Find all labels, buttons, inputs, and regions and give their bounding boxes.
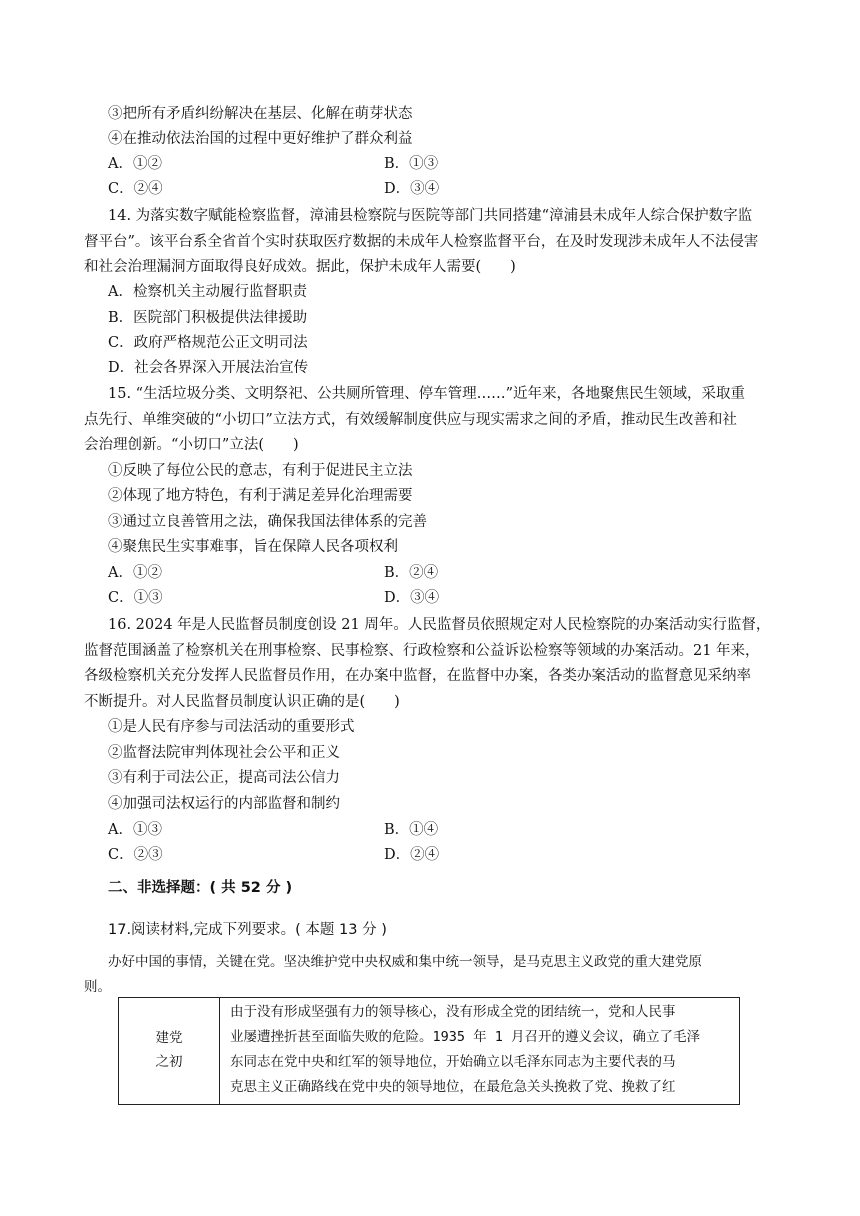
q17-title: 17.阅读材料,完成下列要求。( 本题 13 分 ) (108, 922, 387, 938)
q16-option-b[interactable]: B．①④ (384, 822, 439, 838)
content-line-3: 东同志在党中央和红军的领导地位，开始确立以毛泽东同志为主要代表的马 (230, 1054, 676, 1070)
q16-statement-1: ①是人民有序参与司法活动的重要形式 (108, 719, 355, 735)
q15-option-b[interactable]: B．②④ (384, 565, 439, 581)
q16-stem-line-3: 各级检察机关充分发挥人民监督员作用，在办案中监督，在监督中办案，各类办案活动的监督意见采纳率 (84, 668, 751, 684)
q14-option-c[interactable]: C．政府严格规范公正文明司法 (108, 335, 308, 351)
q14-stem-line-2: 督平台”。该平台系全省首个实时获取医疗数据的未成年人检察监督平台，在及时发现涉未成年人不法侵害 (84, 234, 759, 250)
q17-material-line-1: 办好中国的事情，关键在党。坚决维护党中央权威和集中统一领导，是马克思主义政党的重大建党原 (108, 954, 702, 970)
q17-material-table (118, 997, 740, 1105)
q16-option-d[interactable]: D．②④ (384, 847, 440, 863)
q13-option-b[interactable]: B．①③ (384, 156, 439, 172)
q15-statement-4: ④聚焦民生实事难事，旨在保障人民各项权利 (108, 539, 398, 555)
q13-option-a[interactable]: A．①② (108, 156, 162, 172)
q14-option-b[interactable]: B．医院部门积极提供法律援助 (108, 310, 308, 326)
q17-material-line-2: 则。 (84, 979, 111, 995)
q15-option-c[interactable]: C．①③ (108, 590, 163, 606)
q13-statement-3: ③把所有矛盾纠纷解决在基层、化解在萌芽状态 (108, 106, 413, 122)
q14-stem-line-3: 和社会治理漏洞方面取得良好成效。据此，保护未成年人需要( ) (84, 259, 516, 275)
q14-stem-line-1: 14. 为落实数字赋能检察监督，漳浦县检察院与医院等部门共同搭建“漳浦县未成年人综合保护数字监 (108, 208, 753, 224)
q16-statement-4: ④加强司法权运行的内部监督和制约 (108, 796, 340, 812)
row-label-line-2: 之初 (155, 1054, 183, 1070)
q15-option-a[interactable]: A．①② (108, 565, 162, 581)
q15-stem-line-3: 会治理创新。“小切口”立法( ) (84, 437, 299, 453)
content-line-4: 克思主义正确路线在党中央的领导地位，在最危急关头挽救了党、挽救了红 (230, 1079, 676, 1095)
q13-option-d[interactable]: D．③④ (384, 181, 440, 197)
q13-statement-4: ④在推动依法治国的过程中更好维护了群众利益 (108, 131, 413, 147)
q14-option-a[interactable]: A．检察机关主动履行监督职责 (108, 284, 307, 300)
q15-statement-3: ③通过立良善管用之法，确保我国法律体系的完善 (108, 514, 427, 530)
q16-option-a[interactable]: A．①③ (108, 822, 162, 838)
q15-stem-line-2: 点先行、单维突破的“小切口”立法方式，有效缓解制度供应与现实需求之间的矛盾，推动民生改善和社 (84, 412, 737, 428)
table-row-label (119, 998, 220, 1105)
q16-statement-2: ②监督法院审判体现社会公平和正义 (108, 745, 340, 761)
content-line-1: 由于没有形成坚强有力的领导核心，没有形成全党的团结统一，党和人民事 (230, 1004, 676, 1020)
content-line-2: 业屡遭挫折甚至面临失败的危险。1935 年 1 月召开的遵义会议，确立了毛泽 (230, 1029, 701, 1045)
section-heading: 二、非选择题：( 共 52 分 ) (108, 880, 293, 896)
q16-stem-line-1: 16. 2024 年是人民监督员制度创设 21 周年。人民监督员依照规定对人民检察院的办案活动实行监督， (108, 617, 771, 633)
q16-stem-line-4: 不断提升。对人民监督员制度认识正确的是( ) (84, 694, 400, 710)
q16-stem-line-2: 监督范围涵盖了检察机关在刑事检察、民事检察、行政检察和公益诉讼检察等领域的办案活动。21 年来， (84, 643, 760, 659)
q13-option-c[interactable]: C．②④ (108, 181, 163, 197)
table-row-content (220, 998, 740, 1105)
q16-option-c[interactable]: C．②③ (108, 847, 163, 863)
q15-option-d[interactable]: D．③④ (384, 590, 440, 606)
q16-statement-3: ③有利于司法公正，提高司法公信力 (108, 770, 340, 786)
table-row (119, 998, 740, 1105)
q15-statement-2: ②体现了地方特色，有利于满足差异化治理需要 (108, 488, 413, 504)
q15-stem-line-1: 15. “生活垃圾分类、文明祭祀、公共厕所管理、停车管理……”近年来，各地聚焦民生领域，采取重 (108, 386, 745, 402)
q15-statement-1: ①反映了每位公民的意志，有利于促进民主立法 (108, 463, 413, 479)
q14-option-d[interactable]: D．社会各界深入开展法治宣传 (108, 360, 309, 376)
row-label-line-1: 建党 (155, 1030, 183, 1046)
